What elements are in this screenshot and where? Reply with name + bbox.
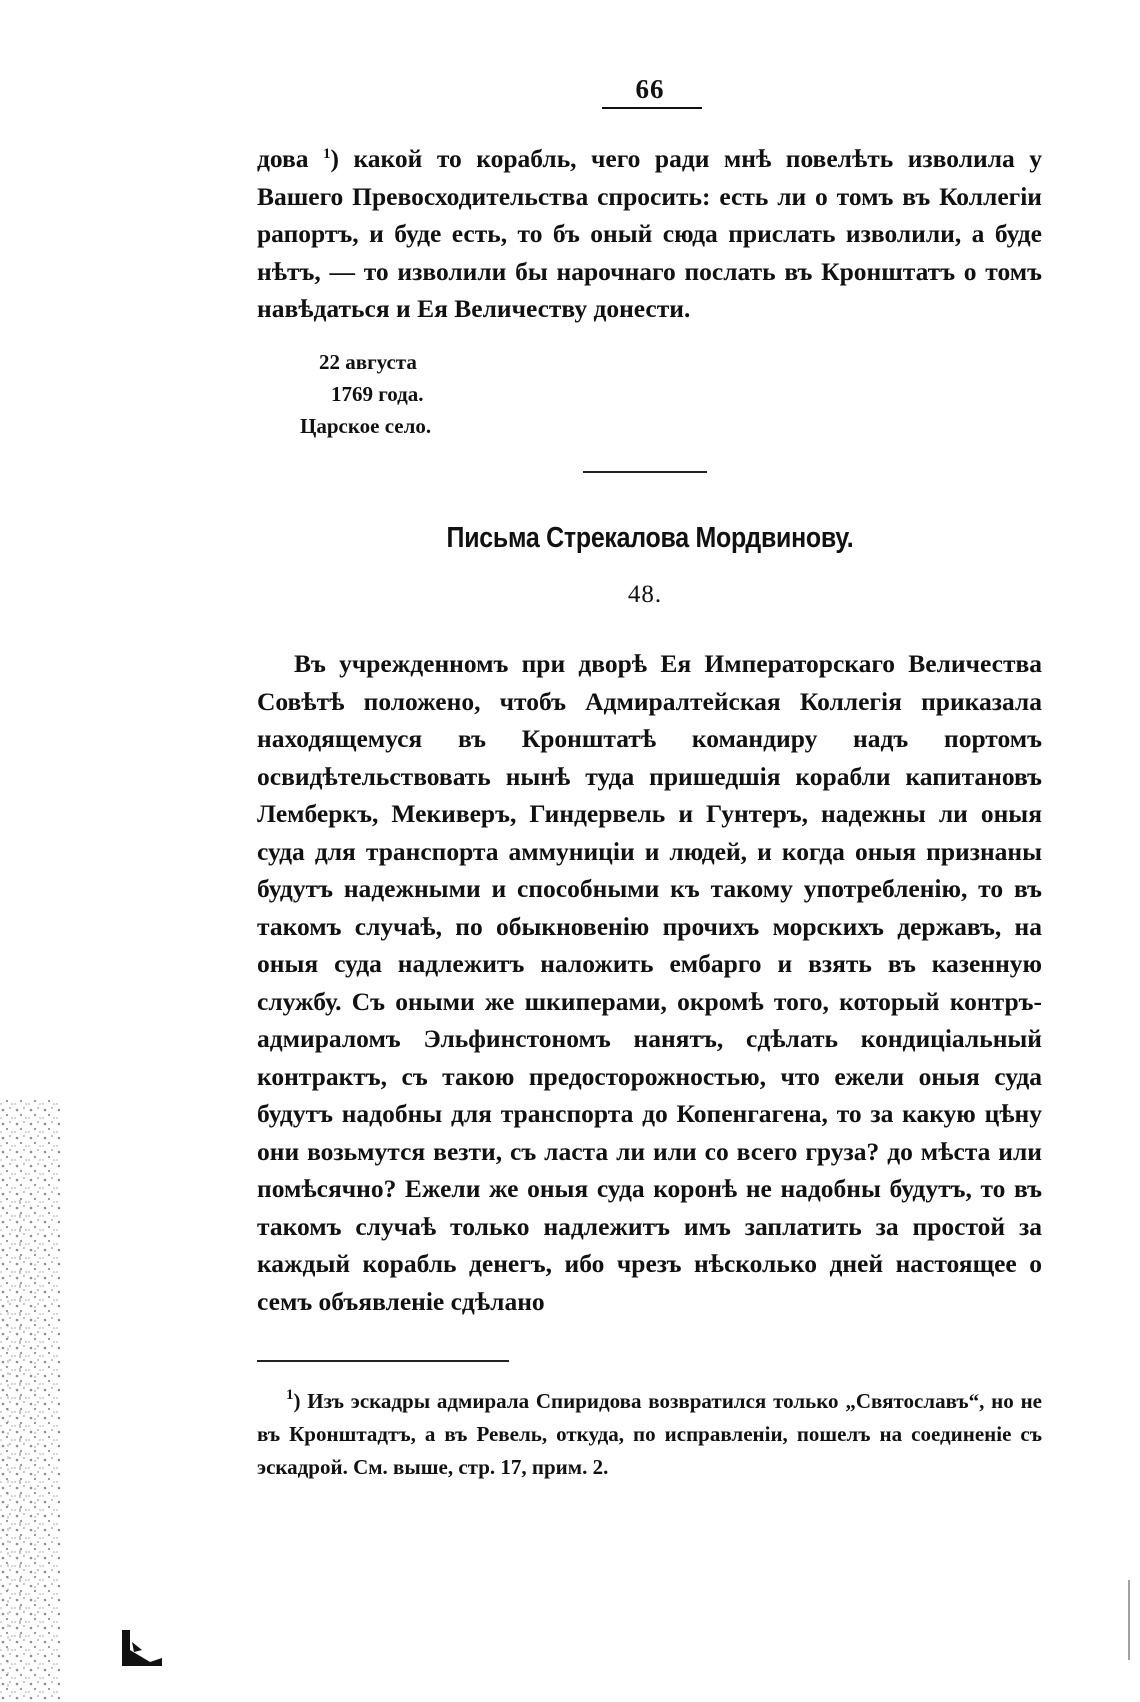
footnote bbox=[257, 1385, 1042, 1484]
paragraph-text: ) какой то корабль, чего ради мнѣ повелѣть изволила у Вашего Превосходительства спросить: есть ли о томъ въ Коллегіи рапортъ, и буде есть, то бъ оный сюда прислать изволили, а буде нѣтъ, — то изволили бы нарочнаго послать въ Кронштатъ о томъ навѣдаться и Ея Величеству донести. bbox=[257, 144, 1042, 323]
scan-corner-mark-icon bbox=[120, 1628, 164, 1668]
footnote-separator bbox=[257, 1360, 509, 1362]
footnote-paragraph bbox=[257, 1385, 1042, 1484]
page-number-underline bbox=[602, 107, 702, 109]
section-title: Письма Стрекалова Мордвинову. bbox=[446, 522, 854, 554]
signature-place: Царское село. bbox=[300, 414, 432, 438]
page-number: 66 bbox=[635, 74, 665, 104]
letter-body bbox=[257, 645, 1042, 1320]
letter-paragraph: Въ учрежденномъ при дворѣ Ея Императорскаго Величества Совѣтѣ положено, чтобъ Адмиралтейская Коллегія приказала находящемуся въ Кронштатѣ командиру надъ портомъ освидѣтельствовать нынѣ туда пришедшія корабли капитановъ Лемберкъ, Мекиверъ, Гиндервель и Гунтеръ, надежны ли оныя суда для транспорта аммуниціи и людей, и когда оныя признаны будутъ надежными и способными къ такому употребленію, то въ такомъ случаѣ, по обыкновенію прочихъ морскихъ державъ, на оныя суда надлежитъ наложить ембарго и взять въ казенную службу. Съ оными же шкиперами, окромѣ того, который контръ-адмираломъ Эльфинстономъ нанятъ, сдѣлать кондиціальный контрактъ, съ такою предосторожностью, что ежели оныя суда будутъ надобны для транспорта до Копенгагена, то за какую цѣну они возьмутся везти, съ ласта ли или со всего груза? до мѣста или помѣсячно? Ежели же оныя суда коронѣ не надобны будутъ, то въ такомъ случаѣ только надлежитъ имъ заплатить за простой за каждый корабль денегъ, ибо чрезъ нѣсколько дней настоящее о семъ объявленіе сдѣлано bbox=[257, 649, 1042, 1316]
paragraph-lead: дова bbox=[257, 144, 324, 173]
footnote-text: ) Изъ эскадры адмирала Спиридова возвратился только „Святославъ“, но не въ Кронштадтъ, а въ Ревель, откуда, по исправленіи, пошелъ на соединеніе съ эскадрой. См. выше, стр. 17, прим. 2. bbox=[257, 1389, 1042, 1479]
scan-edge-mark bbox=[1128, 1580, 1130, 1660]
footnote-reference: 1 bbox=[323, 146, 331, 162]
letter-number: 48. bbox=[627, 581, 663, 608]
footnote-marker: 1 bbox=[286, 1387, 294, 1403]
signature-year: 1769 года. bbox=[331, 382, 424, 406]
signature-date: 22 августа bbox=[319, 350, 417, 374]
continued-letter-text bbox=[257, 140, 1042, 328]
continued-paragraph bbox=[257, 140, 1042, 328]
section-divider bbox=[583, 471, 707, 473]
scan-binding-shadow bbox=[0, 0, 200, 1702]
letter-signature-block bbox=[300, 346, 431, 442]
